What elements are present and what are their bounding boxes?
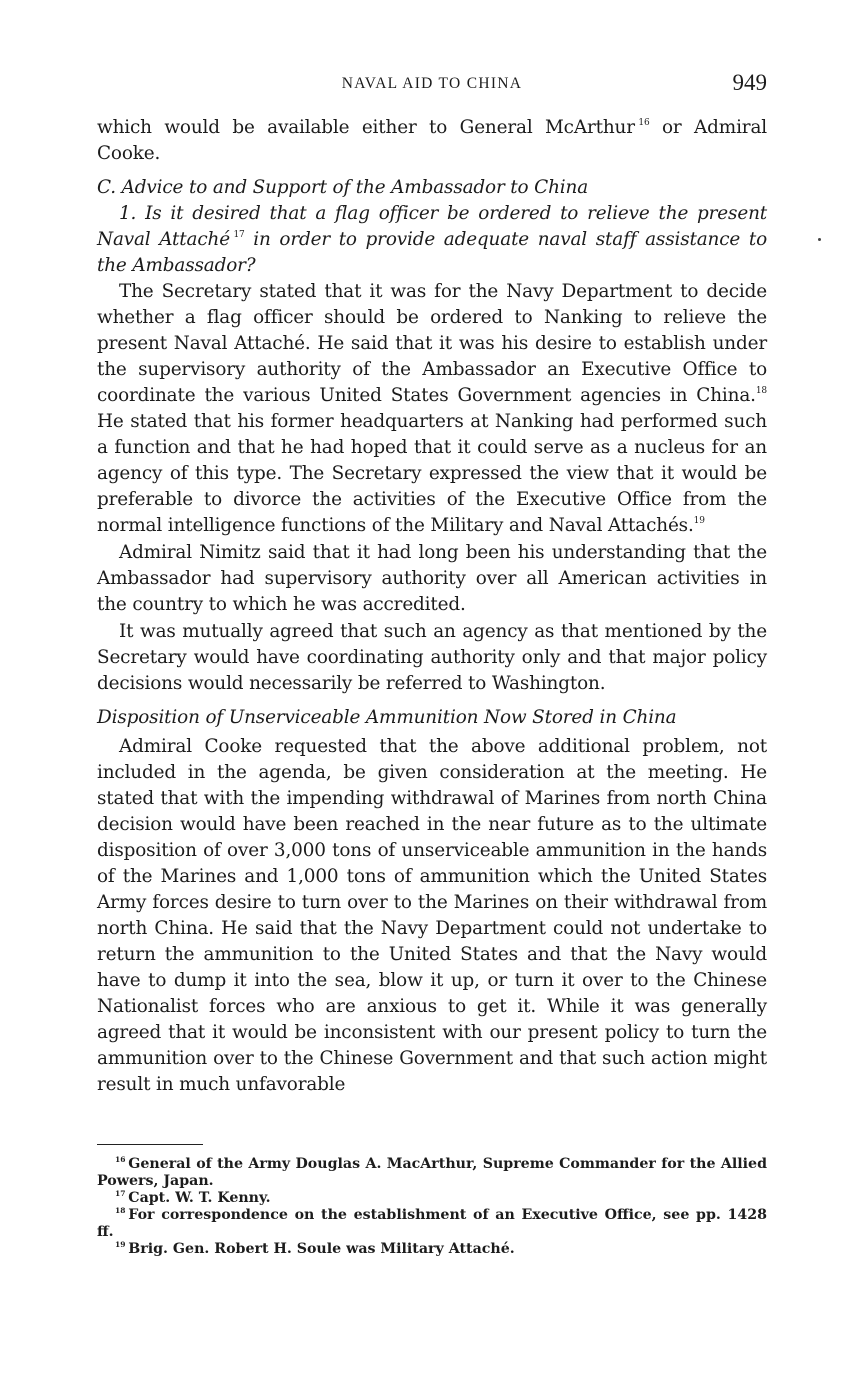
footnote-ref-16: 16 bbox=[638, 118, 650, 128]
footnote-text: For correspondence on the establishment of an Executive Office, see pp. 1428 ff. bbox=[97, 1207, 767, 1240]
footnote-17 bbox=[97, 1190, 767, 1207]
running-head: NAVAL AID TO CHINA bbox=[341, 75, 523, 92]
paragraph-continuation bbox=[97, 115, 767, 167]
paragraph-secretary bbox=[97, 279, 767, 539]
paragraph-text-tail: or Admiral Cooke. bbox=[97, 117, 767, 164]
page-header bbox=[97, 70, 767, 100]
footnote-text: General of the Army Douglas A. MacArthur, Supreme Commander for the Allied Powers, Japan. bbox=[97, 1156, 767, 1189]
footnote-number: 18 bbox=[115, 1206, 126, 1215]
body-text bbox=[97, 115, 767, 1098]
paragraph-text-tail: He stated that his former headquarters at Nanking had performed such a function and that he had hoped that it could serve as a nucleus for an agency of this type. The Secretary expressed the view that it would be preferable to divorce the activities of the Executive Office from the normal intelligence functions of the Military and Naval Attachés. bbox=[97, 411, 767, 536]
question-text: 1. Is it desired that a flag officer be ordered to relieve the present Naval Attaché bbox=[97, 203, 767, 250]
scan-speck bbox=[818, 238, 821, 241]
footnote-number: 19 bbox=[115, 1240, 126, 1249]
footnotes bbox=[97, 1156, 767, 1258]
footnote-ref-17: 17 bbox=[233, 230, 245, 240]
footnote-18 bbox=[97, 1207, 767, 1241]
question-text-tail: in order to provide adequate naval staff assistance to the Ambassador? bbox=[97, 229, 767, 276]
paragraph-cooke: Admiral Cooke requested that the above additional problem, not included in the agenda, be given consideration at the meeting. He stated that with the impending withdrawal of Marines from north China decision would have been reached in the near future as to the ultimate disposition of over 3,000 tons of unserviceable ammunition in the hands of the Marines and 1,000 tons of ammunition which the United States Army forces desire to turn over to the Marines on their withdrawal from north China. He said that the Navy Department could not undertake to return the ammunition to the United States and that the Navy would have to dump it into the sea, blow it up, or turn it over to the Chinese Nationalist forces who are anxious to get it. While it was generally agreed that it would be inconsistent with our present policy to turn the ammunition over to the Chinese Government and that such action might result in much unfavorable bbox=[97, 736, 767, 1095]
footnote-text: Brig. Gen. Robert H. Soule was Military Attaché. bbox=[128, 1241, 515, 1257]
footnote-divider bbox=[97, 1144, 203, 1145]
question-1 bbox=[97, 201, 767, 279]
footnote-ref-19: 19 bbox=[693, 516, 705, 526]
section-heading-disposition: Disposition of Unserviceable Ammunition Now Stored in China bbox=[97, 707, 677, 728]
paragraph-agreement: It was mutually agreed that such an agency as that mentioned by the Secretary would have coordinating authority only and that major policy decisions would necessarily be referred to Washington. bbox=[97, 621, 767, 694]
page-number: 949 bbox=[732, 70, 767, 95]
footnote-19 bbox=[97, 1241, 767, 1258]
footnote-ref-18: 18 bbox=[755, 386, 767, 396]
paragraph-nimitz: Admiral Nimitz said that it had long been his understanding that the Ambassador had supervisory authority over all American activities in the country to which he was accredited. bbox=[97, 542, 767, 615]
footnote-number: 17 bbox=[115, 1189, 126, 1198]
footnote-text: Capt. W. T. Kenny. bbox=[128, 1190, 271, 1206]
paragraph-text: which would be available either to General McArthur bbox=[97, 117, 635, 138]
section-heading-c: C. Advice to and Support of the Ambassador to China bbox=[97, 177, 589, 198]
paragraph-text: The Secretary stated that it was for the Navy Department to decide whether a flag officer should be ordered to Nanking to relieve the present Naval Attaché. He said that it was his desire to establish under the supervisory authority of the Ambassador an Executive Office to coordinate the various United States Government agencies in China. bbox=[97, 281, 767, 406]
footnote-16 bbox=[97, 1156, 767, 1190]
footnote-number: 16 bbox=[115, 1155, 126, 1164]
